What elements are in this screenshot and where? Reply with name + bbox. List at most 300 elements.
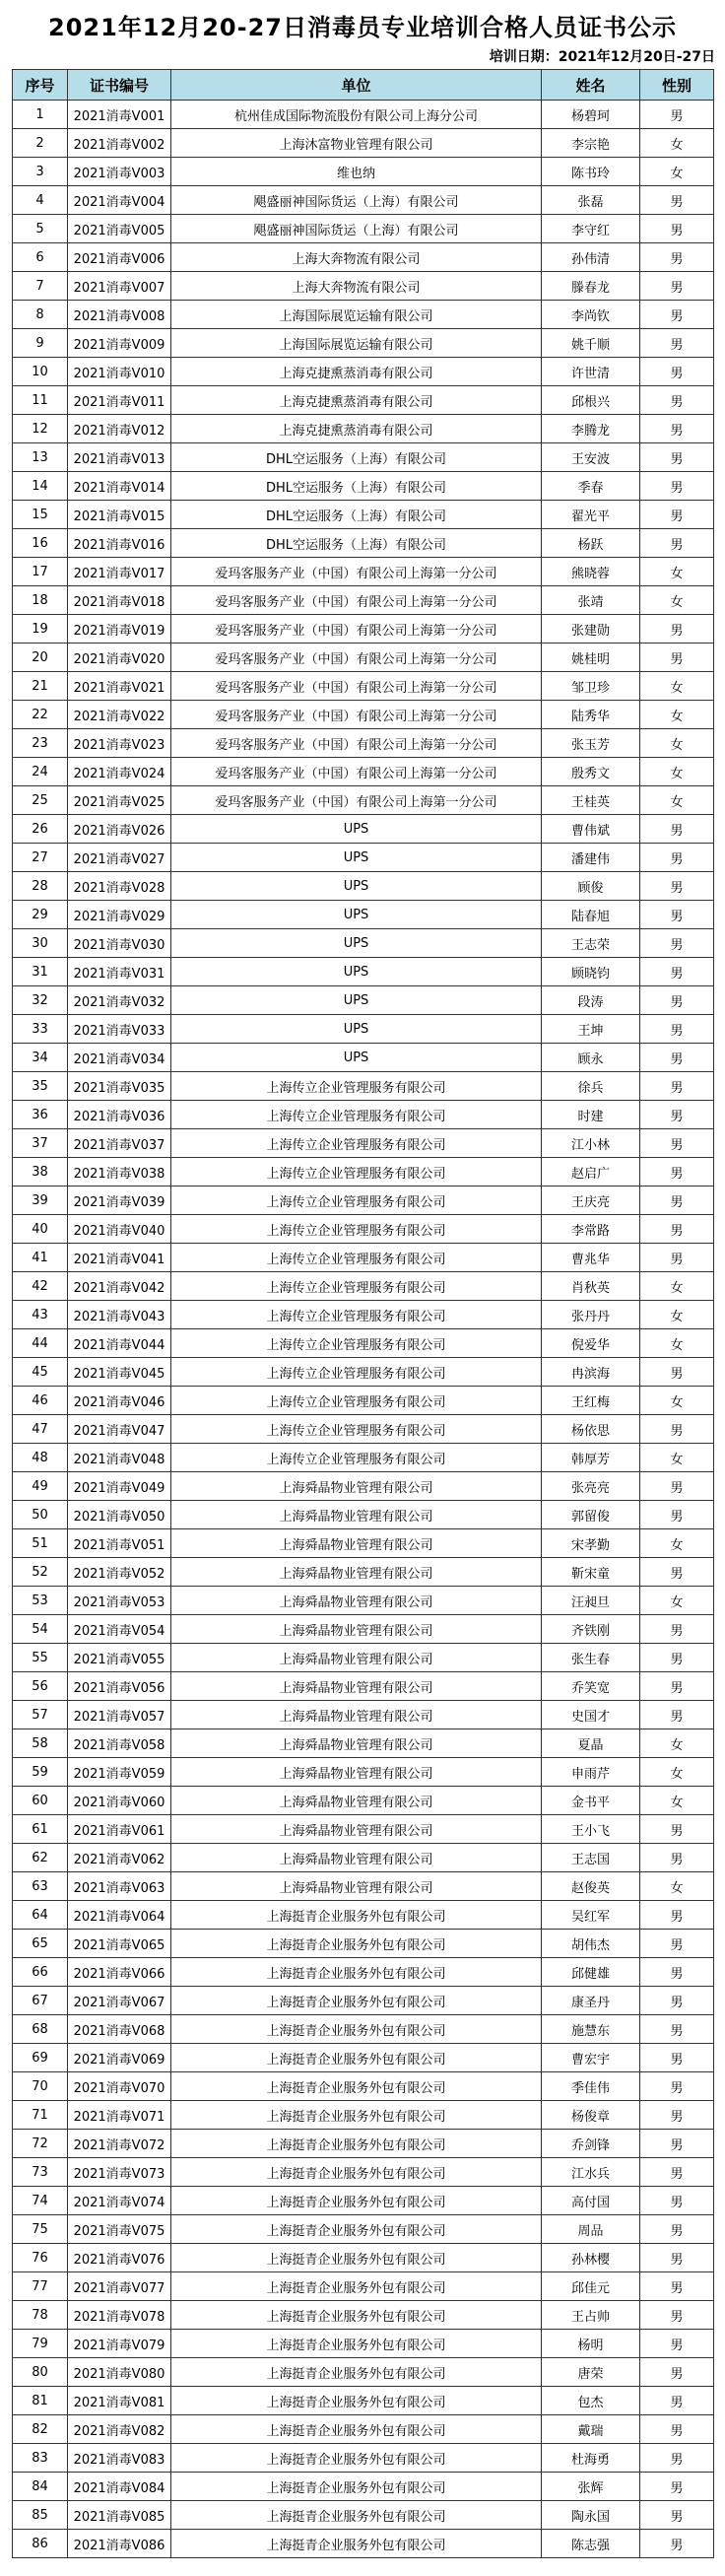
cell-unit: 上海舜晶物业管理有限公司 [171,1672,542,1701]
cell-gender: 男 [640,1215,714,1244]
cell-cert-no: 2021消毒V015 [68,501,171,529]
cell-unit: 上海传立企业管理服务有限公司 [171,1358,542,1387]
cell-gender: 男 [640,1244,714,1272]
cell-seq: 10 [13,358,68,386]
cell-cert-no: 2021消毒V077 [68,2272,171,2301]
table-row [13,1758,714,1787]
cell-unit: 上海挺青企业服务外包有限公司 [171,2387,542,2415]
cell-gender: 男 [640,929,714,958]
cell-unit: 上海克捷熏蒸消毒有限公司 [171,415,542,443]
cell-seq: 56 [13,1672,68,1701]
cell-name: 季春 [542,472,640,501]
cell-seq: 50 [13,1501,68,1529]
cell-seq: 85 [13,2501,68,2530]
cell-unit: 爱玛客服务产业（中国）有限公司上海第一分公司 [171,644,542,672]
cell-unit: 上海传立企业管理服务有限公司 [171,1186,542,1215]
cell-name: 姚千顺 [542,329,640,358]
table-row [13,586,714,615]
cell-name: 陈书玲 [542,158,640,186]
table-row [13,1644,714,1672]
cell-gender: 女 [640,1301,714,1329]
cell-unit: 上海舜晶物业管理有限公司 [171,1758,542,1787]
cell-cert-no: 2021消毒V043 [68,1301,171,1329]
cell-name: 江水兵 [542,2158,640,2187]
cell-unit: DHL空运服务（上海）有限公司 [171,472,542,501]
cell-seq: 62 [13,1844,68,1872]
cell-gender: 女 [640,1872,714,1901]
cell-seq: 51 [13,1529,68,1558]
cell-unit: 爱玛客服务产业（中国）有限公司上海第一分公司 [171,758,542,786]
cell-cert-no: 2021消毒V033 [68,1015,171,1044]
cell-gender: 男 [640,2444,714,2473]
cell-gender: 男 [640,472,714,501]
cell-seq: 7 [13,272,68,301]
cell-cert-no: 2021消毒V061 [68,1815,171,1844]
cell-name: 张靖 [542,586,640,615]
table-row [13,272,714,301]
table-row [13,529,714,558]
table-row [13,758,714,786]
cell-gender: 男 [640,2358,714,2387]
table-row [13,386,714,415]
table-row [13,501,714,529]
cell-gender: 女 [640,786,714,815]
cell-cert-no: 2021消毒V029 [68,901,171,929]
cell-name: 周品 [542,2215,640,2244]
cell-cert-no: 2021消毒V013 [68,443,171,472]
cell-gender: 男 [640,2130,714,2158]
cell-name: 张辉 [542,2473,640,2501]
cell-seq: 32 [13,986,68,1015]
cell-cert-no: 2021消毒V007 [68,272,171,301]
cell-gender: 男 [640,2473,714,2501]
cell-name: 李宗艳 [542,129,640,158]
cell-seq: 71 [13,2101,68,2130]
cell-gender: 男 [640,1015,714,1044]
cell-cert-no: 2021消毒V052 [68,1558,171,1587]
cell-unit: 上海挺青企业服务外包有限公司 [171,2415,542,2444]
cell-name: 翟光平 [542,501,640,529]
cell-gender: 男 [640,1129,714,1158]
cell-unit: 上海传立企业管理服务有限公司 [171,1072,542,1101]
cell-name: 徐兵 [542,1072,640,1101]
table-row [13,1615,714,1644]
cell-cert-no: 2021消毒V001 [68,101,171,129]
cell-unit: 上海舜晶物业管理有限公司 [171,1644,542,1672]
cell-unit: 上海传立企业管理服务有限公司 [171,1415,542,1444]
cell-seq: 31 [13,958,68,986]
cell-cert-no: 2021消毒V037 [68,1129,171,1158]
cell-cert-no: 2021消毒V058 [68,1729,171,1758]
cell-seq: 83 [13,2444,68,2473]
page-title: 2021年12月20-27日消毒员专业培训合格人员证书公示 [48,14,677,41]
cell-unit: 上海挺青企业服务外包有限公司 [171,2501,542,2530]
cell-unit: 上海挺青企业服务外包有限公司 [171,2158,542,2187]
cell-name: 李尚钦 [542,301,640,329]
cell-cert-no: 2021消毒V038 [68,1158,171,1186]
cell-cert-no: 2021消毒V005 [68,215,171,243]
table-row [13,1587,714,1615]
table-row [13,1301,714,1329]
cell-gender: 女 [640,1587,714,1615]
table-row [13,2330,714,2358]
cell-cert-no: 2021消毒V011 [68,386,171,415]
cell-seq: 81 [13,2387,68,2415]
cell-gender: 男 [640,443,714,472]
cell-seq: 33 [13,1015,68,1044]
table-row [13,929,714,958]
table-row [13,2101,714,2130]
cell-gender: 男 [640,1701,714,1729]
cell-seq: 68 [13,2015,68,2044]
cell-gender: 男 [640,2187,714,2215]
cell-cert-no: 2021消毒V021 [68,672,171,701]
cell-cert-no: 2021消毒V081 [68,2387,171,2415]
cell-name: 汪昶旦 [542,1587,640,1615]
cell-name: 郭留俊 [542,1501,640,1529]
cell-name: 金书平 [542,1787,640,1815]
cell-unit: 上海挺青企业服务外包有限公司 [171,1958,542,1987]
cell-seq: 54 [13,1615,68,1644]
table-row [13,1015,714,1044]
cell-name: 邹卫珍 [542,672,640,701]
cell-seq: 66 [13,1958,68,1987]
cell-cert-no: 2021消毒V012 [68,415,171,443]
table-row [13,1901,714,1930]
cell-name: 王红梅 [542,1387,640,1415]
cell-name: 熊晓蓉 [542,558,640,586]
cell-name: 张磊 [542,186,640,215]
cell-name: 季佳伟 [542,2072,640,2101]
cell-unit: 上海舜晶物业管理有限公司 [171,1815,542,1844]
table-row [13,1701,714,1729]
cell-unit: UPS [171,872,542,901]
cell-seq: 75 [13,2215,68,2244]
cell-gender: 女 [640,1444,714,1472]
table-row [13,2215,714,2244]
cell-gender: 男 [640,986,714,1015]
cell-gender: 男 [640,1644,714,1672]
cell-gender: 男 [640,644,714,672]
cell-cert-no: 2021消毒V062 [68,1844,171,1872]
table-row [13,2358,714,2387]
cell-gender: 男 [640,2272,714,2301]
cell-gender: 男 [640,1472,714,1501]
cell-gender: 男 [640,501,714,529]
cell-unit: 飓盛丽神国际货运（上海）有限公司 [171,186,542,215]
cell-seq: 69 [13,2044,68,2072]
cell-unit: 爱玛客服务产业（中国）有限公司上海第一分公司 [171,558,542,586]
cell-unit: 上海挺青企业服务外包有限公司 [171,2530,542,2558]
cell-seq: 36 [13,1101,68,1129]
cell-gender: 男 [640,301,714,329]
cell-seq: 29 [13,901,68,929]
cell-seq: 8 [13,301,68,329]
table-row [13,2444,714,2473]
cell-seq: 65 [13,1930,68,1958]
cell-name: 李守红 [542,215,640,243]
cell-gender: 男 [640,1672,714,1701]
cell-gender: 男 [640,2501,714,2530]
cell-unit: 维也纳 [171,158,542,186]
cell-cert-no: 2021消毒V044 [68,1329,171,1358]
cell-gender: 男 [640,272,714,301]
cell-gender: 男 [640,358,714,386]
table-row [13,301,714,329]
cell-name: 申雨芹 [542,1758,640,1787]
cell-seq: 44 [13,1329,68,1358]
cell-seq: 20 [13,644,68,672]
cell-unit: 上海挺青企业服务外包有限公司 [171,2244,542,2272]
cell-gender: 男 [640,1358,714,1387]
cell-seq: 80 [13,2358,68,2387]
cell-seq: 64 [13,1901,68,1930]
cell-gender: 男 [640,815,714,844]
cell-unit: 上海传立企业管理服务有限公司 [171,1387,542,1415]
cell-name: 王志国 [542,1844,640,1872]
cell-name: 张玉芳 [542,729,640,758]
cell-unit: DHL空运服务（上海）有限公司 [171,501,542,529]
cell-cert-no: 2021消毒V053 [68,1587,171,1615]
cell-cert-no: 2021消毒V025 [68,786,171,815]
cell-unit: 上海传立企业管理服务有限公司 [171,1101,542,1129]
cell-name: 韩厚芳 [542,1444,640,1472]
cell-seq: 63 [13,1872,68,1901]
cell-gender: 男 [640,2387,714,2415]
table-row [13,1444,714,1472]
cell-cert-no: 2021消毒V048 [68,1444,171,1472]
cell-gender: 女 [640,758,714,786]
cell-cert-no: 2021消毒V045 [68,1358,171,1387]
cell-cert-no: 2021消毒V036 [68,1101,171,1129]
cell-unit: 上海舜晶物业管理有限公司 [171,1615,542,1644]
cell-cert-no: 2021消毒V030 [68,929,171,958]
table-row [13,1329,714,1358]
cell-unit: 上海传立企业管理服务有限公司 [171,1272,542,1301]
cell-seq: 37 [13,1129,68,1158]
column-header-seq: 序号 [13,70,68,101]
cell-cert-no: 2021消毒V069 [68,2044,171,2072]
cell-seq: 58 [13,1729,68,1758]
cell-cert-no: 2021消毒V063 [68,1872,171,1901]
cell-name: 包杰 [542,2387,640,2415]
cell-unit: 上海挺青企业服务外包有限公司 [171,2044,542,2072]
cell-name: 陈志强 [542,2530,640,2558]
cell-name: 杨跃 [542,529,640,558]
cell-gender: 男 [640,1930,714,1958]
cell-name: 邱根兴 [542,386,640,415]
cell-name: 姚桂明 [542,644,640,672]
cell-unit: 上海舜晶物业管理有限公司 [171,1472,542,1501]
cell-seq: 42 [13,1272,68,1301]
cell-name: 顾永 [542,1044,640,1072]
table-row [13,2158,714,2187]
table-row [13,186,714,215]
cell-unit: 上海挺青企业服务外包有限公司 [171,2301,542,2330]
cell-gender: 男 [640,2101,714,2130]
cell-seq: 25 [13,786,68,815]
table-row [13,1729,714,1758]
cell-unit: 爱玛客服务产业（中国）有限公司上海第一分公司 [171,701,542,729]
cell-gender: 女 [640,729,714,758]
cell-seq: 74 [13,2187,68,2215]
cell-gender: 男 [640,215,714,243]
cell-seq: 26 [13,815,68,844]
cell-seq: 13 [13,443,68,472]
table-body [13,101,714,2558]
cell-cert-no: 2021消毒V073 [68,2158,171,2187]
cell-unit: 上海传立企业管理服务有限公司 [171,1129,542,1158]
cell-cert-no: 2021消毒V009 [68,329,171,358]
cell-unit: 上海传立企业管理服务有限公司 [171,1215,542,1244]
cell-name: 许世清 [542,358,640,386]
cell-name: 曹宏宇 [542,2044,640,2072]
cell-name: 戴瑞 [542,2415,640,2444]
table-row [13,215,714,243]
cell-gender: 男 [640,1615,714,1644]
cell-seq: 61 [13,1815,68,1844]
cell-gender: 男 [640,1415,714,1444]
table-row [13,901,714,929]
cell-unit: DHL空运服务（上海）有限公司 [171,529,542,558]
cell-cert-no: 2021消毒V027 [68,844,171,872]
table-row [13,1872,714,1901]
cell-unit: 上海传立企业管理服务有限公司 [171,1444,542,1472]
cell-unit: 上海挺青企业服务外包有限公司 [171,2358,542,2387]
cell-gender: 男 [640,901,714,929]
cell-gender: 男 [640,958,714,986]
cell-unit: UPS [171,929,542,958]
table-row [13,1987,714,2015]
cell-seq: 57 [13,1701,68,1729]
cell-unit: 上海挺青企业服务外包有限公司 [171,1930,542,1958]
cell-cert-no: 2021消毒V074 [68,2187,171,2215]
cell-seq: 40 [13,1215,68,1244]
table-row [13,2044,714,2072]
cell-gender: 男 [640,529,714,558]
cell-name: 杨依思 [542,1415,640,1444]
cell-seq: 41 [13,1244,68,1272]
cell-name: 王桂英 [542,786,640,815]
cell-cert-no: 2021消毒V060 [68,1787,171,1815]
training-date-label: 培训日期： [489,49,559,65]
cell-cert-no: 2021消毒V024 [68,758,171,786]
cell-unit: 上海克捷熏蒸消毒有限公司 [171,358,542,386]
cell-cert-no: 2021消毒V071 [68,2101,171,2130]
cell-name: 倪爱华 [542,1329,640,1358]
cell-gender: 女 [640,1529,714,1558]
cell-cert-no: 2021消毒V010 [68,358,171,386]
cell-unit: 上海挺青企业服务外包有限公司 [171,2444,542,2473]
cell-name: 高付国 [542,2187,640,2215]
cell-unit: UPS [171,901,542,929]
certificate-table [12,69,714,2558]
cell-name: 张亮亮 [542,1472,640,1501]
cell-seq: 77 [13,2272,68,2301]
cell-cert-no: 2021消毒V020 [68,644,171,672]
cell-seq: 67 [13,1987,68,2015]
cell-name: 乔剑锋 [542,2130,640,2158]
cell-gender: 男 [640,1072,714,1101]
cell-unit: 上海大奔物流有限公司 [171,272,542,301]
table-row [13,2387,714,2415]
cell-unit: 上海挺青企业服务外包有限公司 [171,1901,542,1930]
cell-name: 邱佳元 [542,2272,640,2301]
cell-cert-no: 2021消毒V075 [68,2215,171,2244]
cell-gender: 女 [640,1787,714,1815]
table-row [13,1958,714,1987]
table-row [13,1215,714,1244]
cell-unit: 上海国际展览运输有限公司 [171,329,542,358]
cell-seq: 24 [13,758,68,786]
table-row [13,2415,714,2444]
cell-seq: 76 [13,2244,68,2272]
table-row [13,1158,714,1186]
cell-seq: 34 [13,1044,68,1072]
cell-cert-no: 2021消毒V070 [68,2072,171,2101]
cell-cert-no: 2021消毒V054 [68,1615,171,1644]
training-date-value: 2021年12月20日-27日 [558,49,715,65]
cell-seq: 17 [13,558,68,586]
cell-name: 王安波 [542,443,640,472]
cell-name: 王占帅 [542,2301,640,2330]
cell-unit: 上海传立企业管理服务有限公司 [171,1301,542,1329]
cell-name: 时建 [542,1101,640,1129]
cell-gender: 男 [640,1815,714,1844]
cell-cert-no: 2021消毒V080 [68,2358,171,2387]
cell-unit: 上海舜晶物业管理有限公司 [171,1701,542,1729]
cell-cert-no: 2021消毒V085 [68,2501,171,2530]
cell-name: 胡伟杰 [542,1930,640,1958]
cell-seq: 23 [13,729,68,758]
table-row [13,1787,714,1815]
training-date [490,47,715,67]
cell-seq: 47 [13,1415,68,1444]
cell-unit: 爱玛客服务产业（中国）有限公司上海第一分公司 [171,786,542,815]
cell-seq: 11 [13,386,68,415]
cell-cert-no: 2021消毒V003 [68,158,171,186]
cell-name: 王坤 [542,1015,640,1044]
table-row [13,729,714,758]
cell-cert-no: 2021消毒V065 [68,1930,171,1958]
cell-seq: 48 [13,1444,68,1472]
cell-cert-no: 2021消毒V018 [68,586,171,615]
cell-name: 陶永国 [542,2501,640,2530]
table-row [13,415,714,443]
cell-seq: 5 [13,215,68,243]
cell-cert-no: 2021消毒V028 [68,872,171,901]
table-row [13,1415,714,1444]
cell-cert-no: 2021消毒V022 [68,701,171,729]
cell-unit: 杭州佳成国际物流股份有限公司上海分公司 [171,101,542,129]
cell-unit: 上海舜晶物业管理有限公司 [171,1844,542,1872]
cell-seq: 79 [13,2330,68,2358]
table-row [13,958,714,986]
cell-gender: 男 [640,1844,714,1872]
cell-seq: 39 [13,1186,68,1215]
table-row [13,443,714,472]
table-row [13,2244,714,2272]
cell-seq: 28 [13,872,68,901]
cell-unit: 上海舜晶物业管理有限公司 [171,1587,542,1615]
cell-gender: 男 [640,2044,714,2072]
cell-name: 肖秋英 [542,1272,640,1301]
cell-unit: 上海大奔物流有限公司 [171,243,542,272]
cell-unit: 上海挺青企业服务外包有限公司 [171,2015,542,2044]
cell-unit: 上海舜晶物业管理有限公司 [171,1558,542,1587]
cell-cert-no: 2021消毒V006 [68,243,171,272]
cell-unit: 上海挺青企业服务外包有限公司 [171,2130,542,2158]
